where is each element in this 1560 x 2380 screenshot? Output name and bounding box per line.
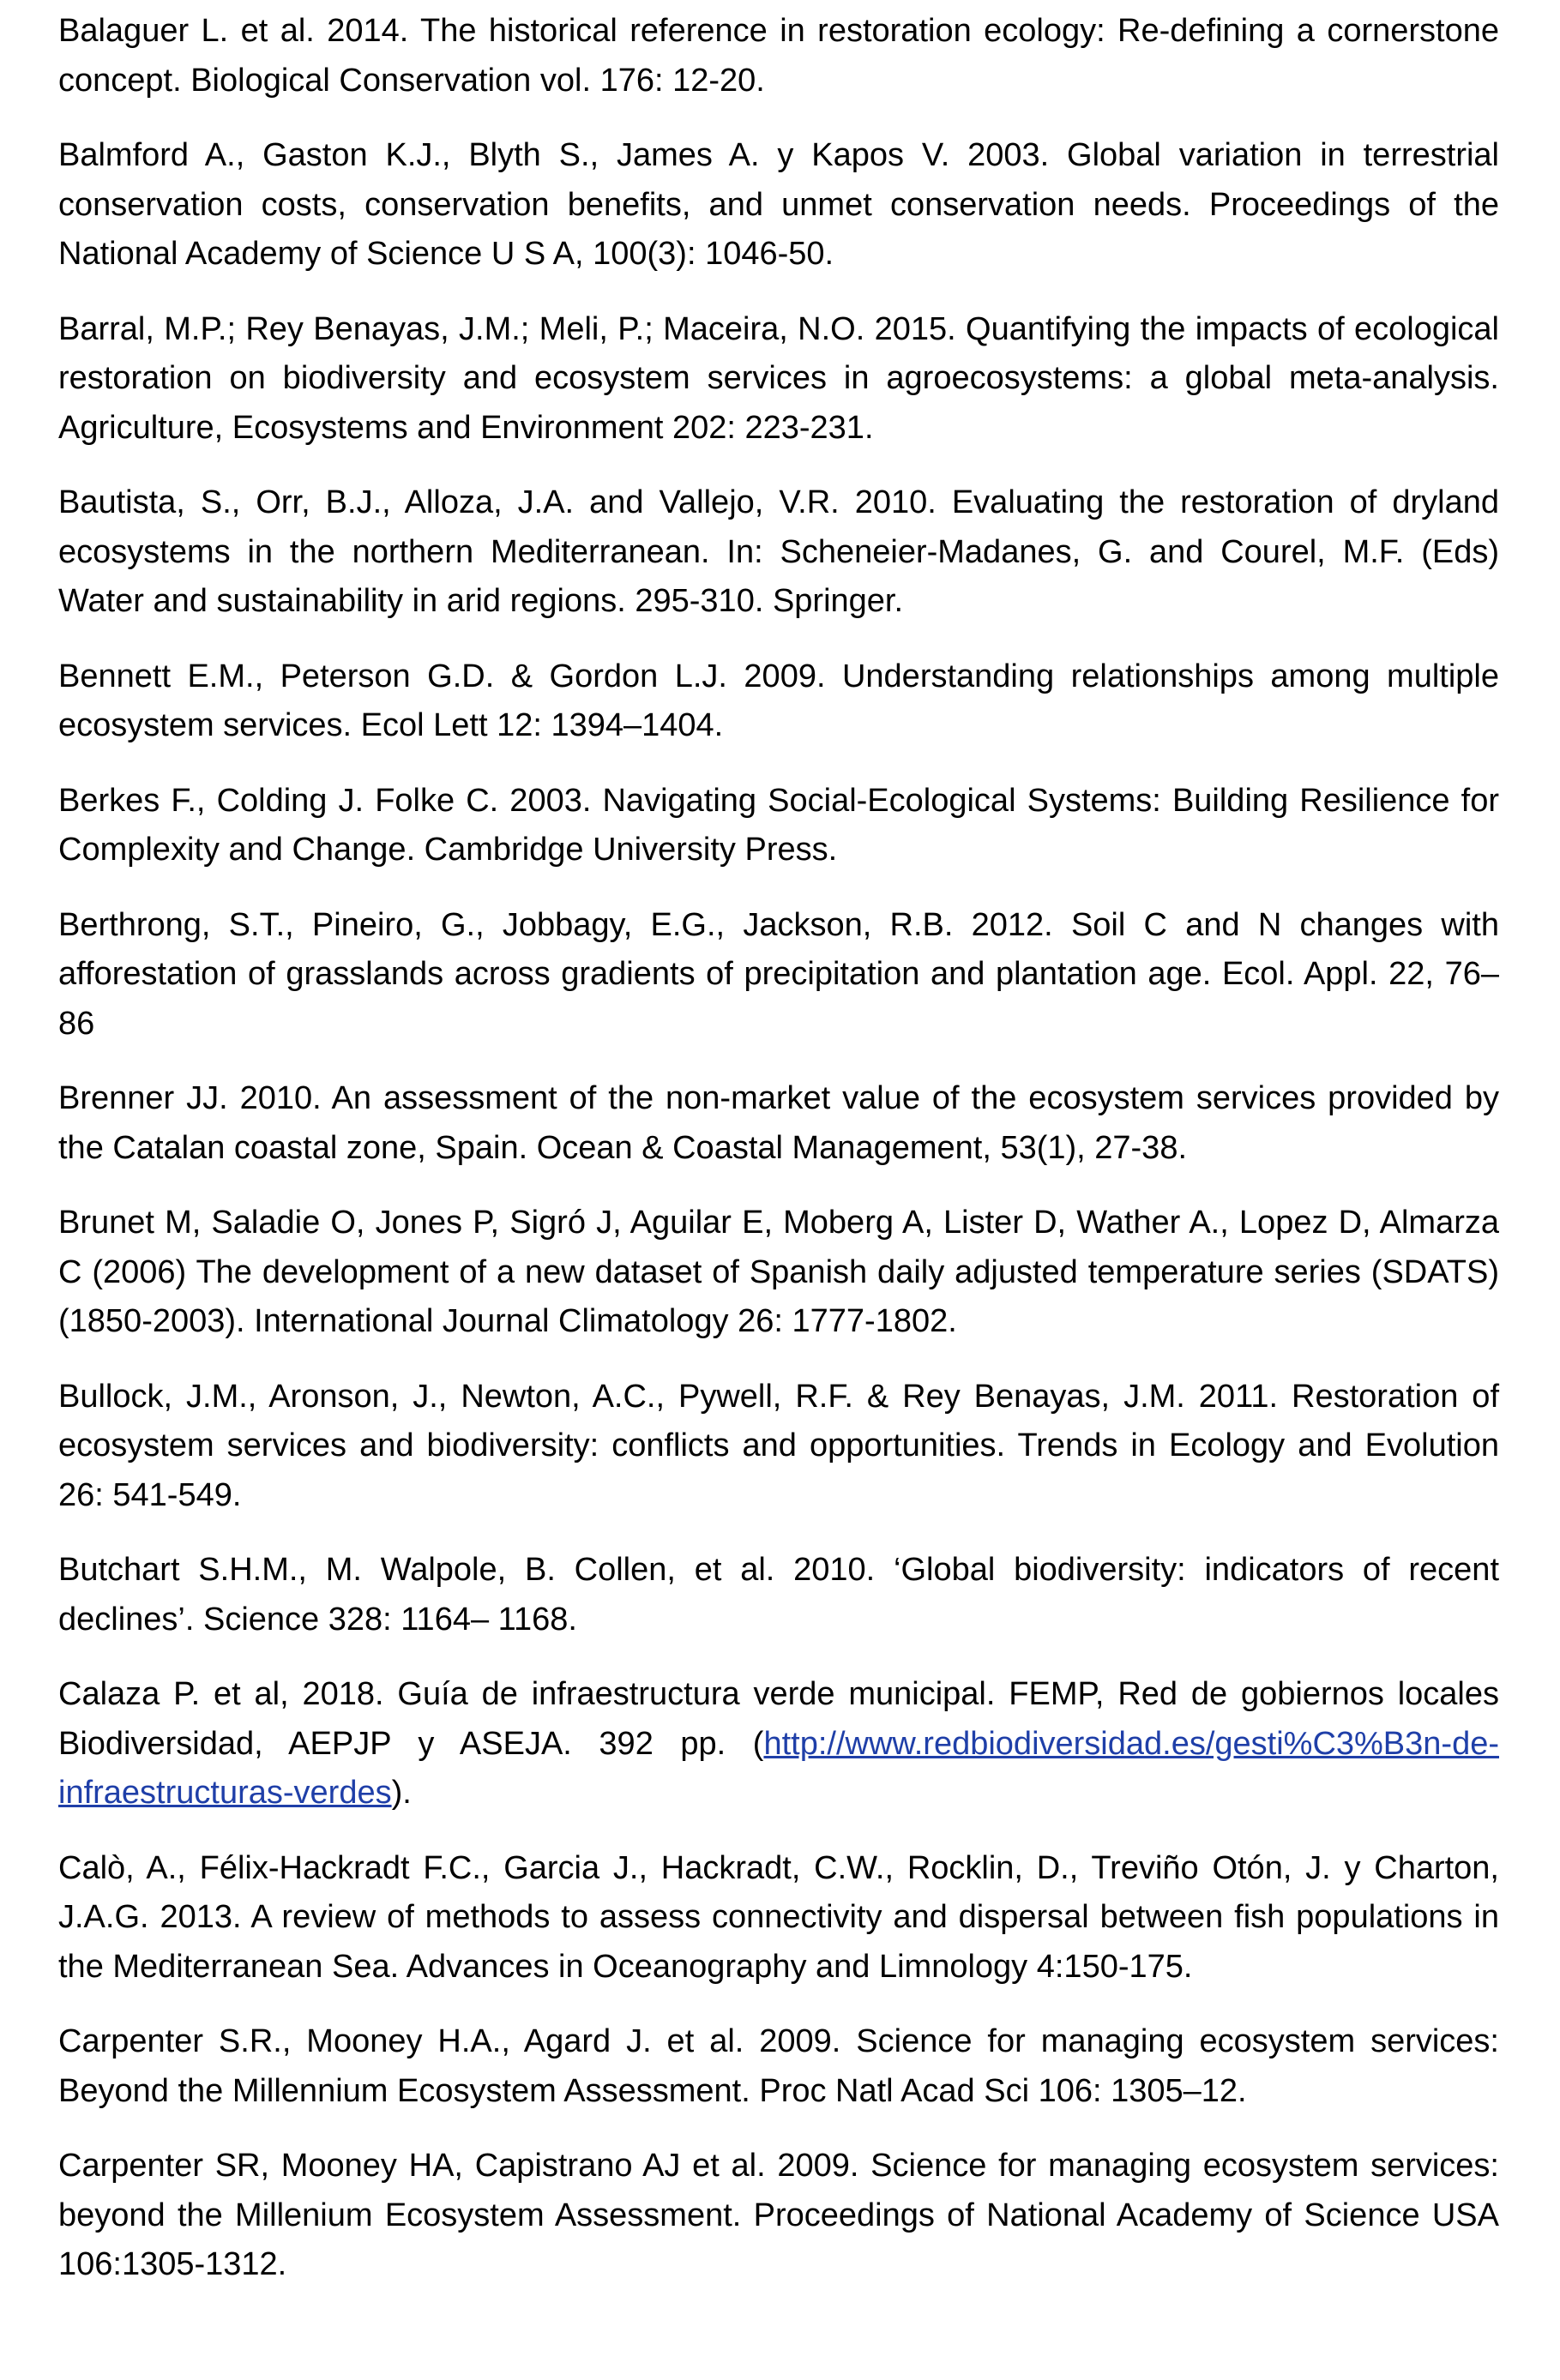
- reference-entry: [58, 2017, 1499, 2116]
- reference-text: Balaguer L. et al. 2014. The historical reference in restoration ecology: Re-defining a cornerstone concept. Biological Conservation vol. 176: 12-20.: [58, 13, 1499, 99]
- reference-entry: [58, 1844, 1499, 1992]
- reference-text: Brenner JJ. 2010. An assessment of the non-market value of the ecosystem services provided by the Catalan coastal zone, Spain. Ocean & Coastal Management, 53(1), 27-38.: [58, 1080, 1499, 1166]
- reference-text: Carpenter S.R., Mooney H.A., Agard J. et al. 2009. Science for managing ecosystem services: Beyond the Millennium Ecosystem Assessment. Proc Natl Acad Sci 106: 1305–12.: [58, 2023, 1499, 2109]
- reference-text: Butchart S.H.M., M. Walpole, B. Collen, et al. 2010. ‘Global biodiversity: indicators of recent declines’. Science 328: 1164– 1168.: [58, 1552, 1499, 1638]
- reference-text: Bautista, S., Orr, B.J., Alloza, J.A. and Vallejo, V.R. 2010. Evaluating the restoration of dryland ecosystems in the northern Mediterranean. In: Scheneier-Madanes, G. and Courel, M.F. (Eds) Water and sustainability in arid regions. 295-310. Springer.: [58, 484, 1499, 619]
- reference-text: Berthrong, S.T., Pineiro, G., Jobbagy, E.G., Jackson, R.B. 2012. Soil C and N changes with afforestation of grasslands across gradients of precipitation and plantation age. Ecol. Appl. 22, 76–86: [58, 906, 1499, 1042]
- reference-text: Balmford A., Gaston K.J., Blyth S., James A. y Kapos V. 2003. Global variation in terrestrial conservation costs, conservation benefits, and unmet conservation needs. Proceedings of the National Academy of Science U S A, 100(3): 1046-50.: [58, 137, 1499, 272]
- reference-text: Bennett E.M., Peterson G.D. & Gordon L.J. 2009. Understanding relationships among multiple ecosystem services. Ecol Lett 12: 1394–1404.: [58, 658, 1499, 743]
- reference-list: [58, 7, 1499, 2316]
- reference-entry: [58, 1546, 1499, 1644]
- reference-entry: [58, 777, 1499, 875]
- reference-entry: [58, 901, 1499, 1049]
- reference-text: Calaza P. et al, 2018. Guía de infraestructura verde municipal. FEMP, Red de gobiernos locales Biodiversidad, AEPJP y ASEJA. 392 pp. (: [58, 1676, 1499, 1762]
- reference-entry: [58, 1670, 1499, 1818]
- reference-entry: [58, 1199, 1499, 1347]
- reference-entry: [58, 478, 1499, 627]
- reference-text: Carpenter SR, Mooney HA, Capistrano AJ et al. 2009. Science for managing ecosystem services: beyond the Millenium Ecosystem Assessment. Proceedings of National Academy of Science USA 106:1305-1312.: [58, 2148, 1499, 2282]
- reference-url-link[interactable]: http://www.redbiodiversidad.es/gesti%C3%B3n-de-infraestructuras-verdes: [58, 1725, 1499, 1811]
- reference-entry: [58, 131, 1499, 279]
- reference-entry: [58, 652, 1499, 751]
- reference-text: Berkes F., Colding J. Folke C. 2003. Navigating Social-Ecological Systems: Building Resilience for Complexity and Change. Cambridge University Press.: [58, 782, 1499, 868]
- reference-text: Calò, A., Félix-Hackradt F.C., Garcia J., Hackradt, C.W., Rocklin, D., Treviño Otón, J. y Charton, J.A.G. 2013. A review of methods to assess connectivity and dispersal between fish populations in the Mediterranean Sea. Advances in Oceanography and Limnology 4:150-175.: [58, 1849, 1499, 1985]
- reference-entry: [58, 1373, 1499, 1521]
- reference-text-tail: ).: [391, 1775, 412, 1811]
- reference-entry: [58, 7, 1499, 105]
- reference-text: Brunet M, Saladie O, Jones P, Sigró J, Aguilar E, Moberg A, Lister D, Wather A., Lopez D, Almarza C (2006) The development of a new dataset of Spanish daily adjusted temperature series (SDATS)(1850-2003). International Journal Climatology 26: 1777-1802.: [58, 1205, 1499, 1339]
- reference-entry: [58, 305, 1499, 454]
- reference-text: Bullock, J.M., Aronson, J., Newton, A.C., Pywell, R.F. & Rey Benayas, J.M. 2011. Restoration of ecosystem services and biodiversity: conflicts and opportunities. Trends in Ecology and Evolution 26: 541-549.: [58, 1378, 1499, 1513]
- reference-entry: [58, 1074, 1499, 1173]
- reference-text: Barral, M.P.; Rey Benayas, J.M.; Meli, P.; Maceira, N.O. 2015. Quantifying the impacts of ecological restoration on biodiversity and ecosystem services in agroecosystems: a global meta-analysis. Agriculture, Ecosystems and Environment 202: 223-231.: [58, 310, 1499, 446]
- reference-entry: [58, 2142, 1499, 2290]
